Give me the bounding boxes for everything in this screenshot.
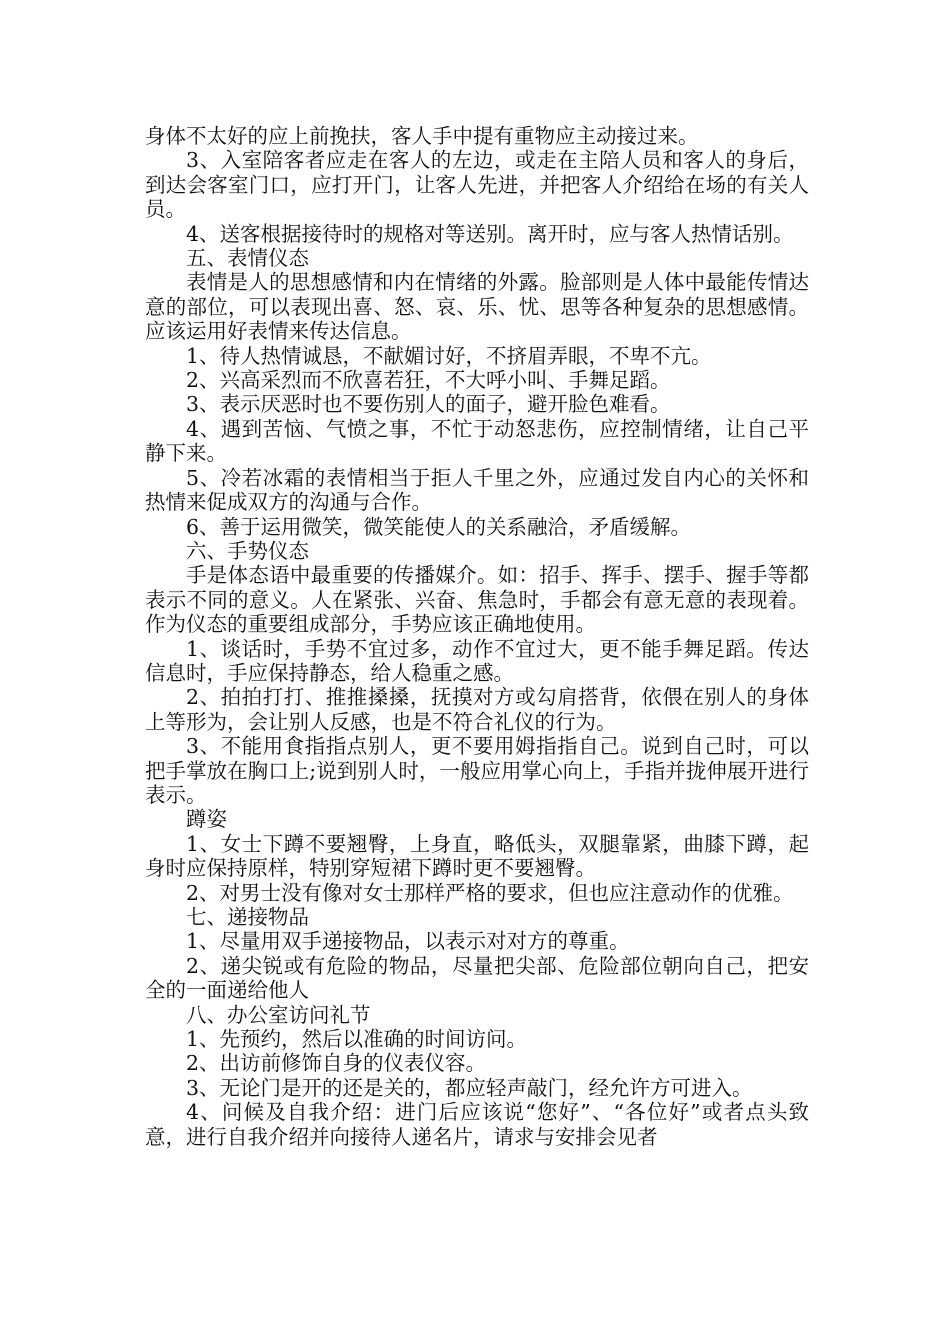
section-heading: 五、表情仪态 [186,246,309,271]
paragraph: 2、出访前修饰自身的仪表仪容。 [186,1051,487,1076]
paragraph: 身体不太好的应上前挽扶，客人手中提有重物应主动接过来。 [145,124,699,148]
paragraph: 表情是人的思想感情和内在情绪的外露。脸部则是人体中最能传情达意的部位，可以表现出喜、怒、哀、乐、忧、思等各种复杂的思想感情。应该运用好表情来传达信息。 [145,270,809,344]
section-heading: 八、办公室访问礼节 [186,1002,371,1027]
paragraph: 4、问候及自我介绍：进门后应该说“您好”、“各位好”或者点头致意，进行自我介绍并向接待人递名片，请求与安排会见者 [145,1100,809,1149]
paragraph: 5、冷若冰霜的表情相当于拒人千里之外，应通过发自内心的关怀和热情来促成双方的沟通与合作。 [145,465,809,515]
section-heading: 六、手势仪态 [186,538,309,563]
paragraph: 3、不能用食指指点别人，更不要用姆指指自己。说到自己时，可以把手掌放在胸口上;说到别人时，一般应用掌心向上，手指并拢伸展开进行表示。 [145,734,809,807]
paragraph: 3、入室陪客者应走在客人的左边，或走在主陪人员和客人的身后，到达会客室门口，应打开门，让客人先进，并把客人介绍给在场的有关人员。 [145,148,809,222]
paragraph: 4、送客根据接待时的规格对等送别。离开时，应与客人热情话别。 [186,221,794,246]
paragraph: 1、尽量用双手递接物品，以表示对对方的尊重。 [186,929,630,954]
section-heading: 蹲姿 [186,807,227,832]
paragraph: 1、待人热情诚恳，不献媚讨好，不挤眉弄眼，不卑不亢。 [186,343,712,368]
section-heading: 七、递接物品 [186,905,309,929]
paragraph: 6、善于运用微笑，微笑能使人的关系融洽，矛盾缓解。 [186,514,692,539]
paragraph: 1、女士下蹲不要翘臀，上身直，略低头，双腿靠紧，曲膝下蹲，起身时应保持原样，特别穿短裙下蹲时更不要翘臀。 [145,831,809,881]
paragraph: 2、兴高采烈而不欣喜若狂，不大呼小叫、手舞足蹈。 [186,368,671,393]
paragraph: 1、谈话时，手势不宜过多，动作不宜过大，更不能手舞足蹈。传达信息时，手应保持静态，给人稳重之感。 [145,636,809,685]
paragraph: 3、表示厌恶时也不要伤别人的面子，避开脸色难看。 [186,392,671,417]
document-body [145,124,809,1149]
paragraph: 3、无论门是开的还是关的，都应轻声敲门，经允许方可进入。 [186,1075,753,1100]
paragraph: 2、对男士没有像对女士那样严格的要求，但也应注意动作的优雅。 [186,880,794,905]
paragraph: 手是体态语中最重要的传播媒介。如：招手、挥手、摆手、握手等都表示不同的意义。人在紧张、兴奋、焦急时，手都会有意无意的表现着。作为仪态的重要组成部分，手势应该正确地使用。 [145,563,809,637]
paragraph: 4、遇到苦恼、气愤之事，不忙于动怒悲伤，应控制情绪，让自己平静下来。 [145,416,809,466]
paragraph: 2、拍拍打打、推推搡搡，抚摸对方或勾肩搭背，依偎在别人的身体上等形为，会让别人反感，也是不符合礼仪的行为。 [145,685,809,734]
paragraph: 2、递尖锐或有危险的物品，尽量把尖部、危险部位朝向自己，把安全的一面递给他人 [145,953,809,1003]
paragraph: 1、先预约，然后以准确的时间访问。 [186,1027,528,1052]
